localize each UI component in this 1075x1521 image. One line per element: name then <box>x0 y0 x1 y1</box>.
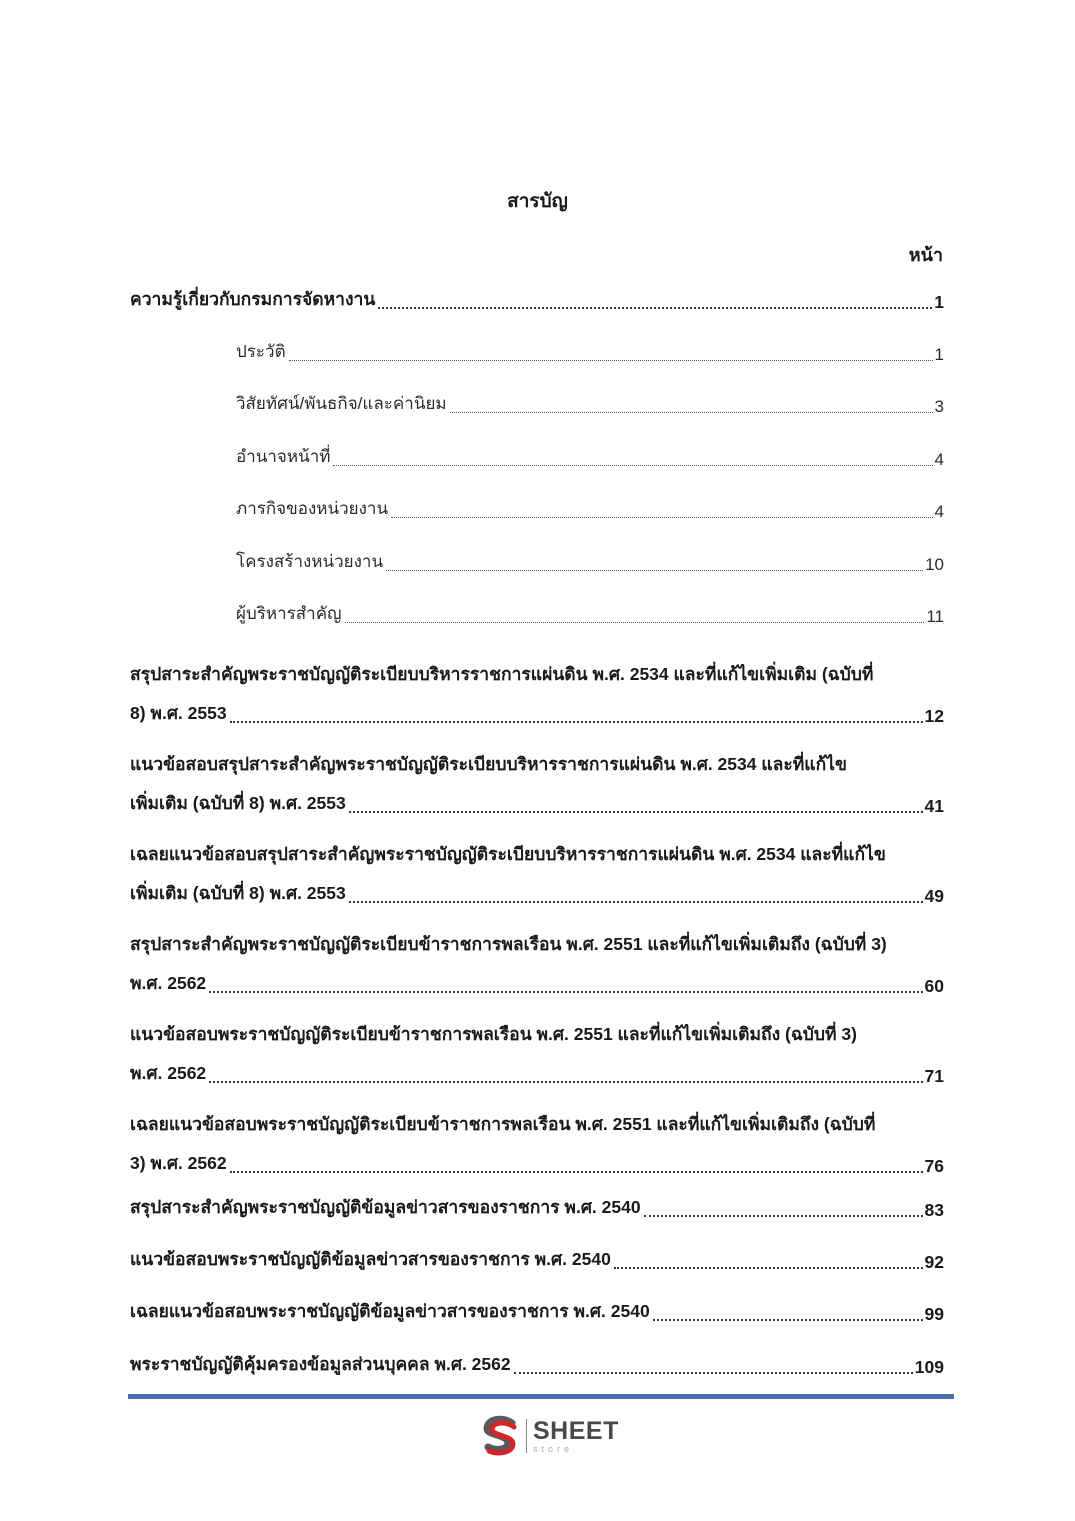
dot-leader <box>209 991 922 993</box>
toc-page-number: 4 <box>934 450 944 469</box>
dot-leader <box>230 1171 923 1173</box>
toc-subentry[interactable] <box>236 338 944 368</box>
toc-entry-title: อำนาจหน้าที่ <box>236 447 331 466</box>
logo-separator <box>526 1419 527 1453</box>
toc-entry-title: ความรู้เกี่ยวกับกรมการจัดหางาน <box>130 289 376 309</box>
footer-rule <box>128 1394 954 1399</box>
toc-entry-title: วิสัยทัศน์/พันธกิจ/และค่านิยม <box>236 394 447 413</box>
toc-entry-title: พ.ศ. 2562 <box>130 973 207 993</box>
toc-page-number: 41 <box>924 796 944 816</box>
toc-subentry[interactable] <box>236 390 944 420</box>
toc-entry-title: ประวัติ <box>236 342 286 361</box>
logo-name: SHEET <box>533 1416 619 1445</box>
toc-entry[interactable] <box>130 1194 944 1224</box>
dot-leader <box>333 465 932 466</box>
toc-subentry[interactable] <box>236 443 944 473</box>
toc-entry[interactable] <box>130 1351 944 1381</box>
page-column-label: หน้า <box>908 245 943 265</box>
toc-page-number: 10 <box>925 555 944 574</box>
toc-entry[interactable] <box>130 1060 944 1090</box>
toc-entry-line: แนวข้อสอบพระราชบัญญัติระเบียบข้าราชการพลเรือน พ.ศ. 2551 และที่แก้ไขเพิ่มเติมถึง (ฉบับที่ 3) <box>130 1024 857 1044</box>
toc-entry-title: 3) พ.ศ. 2562 <box>130 1153 227 1173</box>
dot-leader <box>349 901 923 903</box>
toc-page-number: 71 <box>924 1066 944 1086</box>
toc-entry-title: เพิ่มเติม (ฉบับที่ 8) พ.ศ. 2553 <box>130 793 346 813</box>
dot-leader <box>378 307 932 309</box>
toc-entry-title: เฉลยแนวข้อสอบพระราชบัญญัติข้อมูลข่าวสารของราชการ พ.ศ. 2540 <box>130 1301 650 1321</box>
toc-entry-line: เฉลยแนวข้อสอบพระราชบัญญัติระเบียบข้าราชการพลเรือน พ.ศ. 2551 และที่แก้ไขเพิ่มเติมถึง (ฉบับที่ <box>130 1114 876 1134</box>
dot-leader <box>653 1319 923 1321</box>
toc-entry[interactable] <box>130 700 944 730</box>
toc-entry-line: แนวข้อสอบสรุปสาระสำคัญพระราชบัญญัติระเบียบบริหารราชการแผ่นดิน พ.ศ. 2534 และที่แก้ไข <box>130 754 847 774</box>
toc-page-number: 1 <box>934 292 944 312</box>
dot-leader <box>230 721 923 723</box>
toc-subentry[interactable] <box>236 600 944 630</box>
toc-page-number: 60 <box>924 976 944 996</box>
logo-wordmark <box>533 1416 619 1454</box>
toc-page-number: 99 <box>924 1304 944 1324</box>
brand-logo <box>478 1411 628 1461</box>
toc-page-number: 83 <box>924 1200 944 1220</box>
toc-entry-title: พระราชบัญญัติคุ้มครองข้อมูลส่วนบุคคล พ.ศ. 2562 <box>130 1354 511 1374</box>
toc-subentry[interactable] <box>236 548 944 578</box>
toc-entry[interactable] <box>130 1150 944 1180</box>
toc-entry-title: แนวข้อสอบพระราชบัญญัติข้อมูลข่าวสารของราชการ พ.ศ. 2540 <box>130 1249 611 1269</box>
toc-entry-title: เพิ่มเติม (ฉบับที่ 8) พ.ศ. 2553 <box>130 883 346 903</box>
dot-leader <box>450 412 933 413</box>
toc-page-number: 4 <box>934 502 944 521</box>
toc-entry[interactable] <box>130 1298 944 1328</box>
toc-entry-title: โครงสร้างหน่วยงาน <box>236 552 384 571</box>
logo-subtitle: store <box>533 1443 574 1454</box>
toc-page-number: 12 <box>924 706 944 726</box>
toc-entry-title: สรุปสาระสำคัญพระราชบัญญัติข้อมูลข่าวสารของราชการ พ.ศ. 2540 <box>130 1197 641 1217</box>
toc-entry[interactable] <box>130 790 944 820</box>
toc-entry-line: เฉลยแนวข้อสอบสรุปสาระสำคัญพระราชบัญญัติระเบียบบริหารราชการแผ่นดิน พ.ศ. 2534 และที่แก้ไข <box>130 844 886 864</box>
dot-leader <box>289 360 933 361</box>
dot-leader <box>614 1267 923 1269</box>
dot-leader <box>644 1215 923 1217</box>
toc-entry[interactable] <box>130 1246 944 1276</box>
dot-leader <box>514 1372 913 1374</box>
toc-entry[interactable] <box>130 880 944 910</box>
toc-page-number: 76 <box>924 1156 944 1176</box>
dot-leader <box>209 1081 922 1083</box>
dot-leader <box>345 622 925 623</box>
toc-entry-line: สรุปสาระสำคัญพระราชบัญญัติระเบียบข้าราชการพลเรือน พ.ศ. 2551 และที่แก้ไขเพิ่มเติมถึง (ฉบับที่ 3) <box>130 934 887 954</box>
toc-entry-line: สรุปสาระสำคัญพระราชบัญญัติระเบียบบริหารราชการแผ่นดิน พ.ศ. 2534 และที่แก้ไขเพิ่มเติม (ฉบับที่ <box>130 664 874 684</box>
page-title: สารบัญ <box>507 191 568 212</box>
toc-page-number: 92 <box>924 1252 944 1272</box>
dot-leader <box>349 811 923 813</box>
toc-subentry[interactable] <box>236 495 944 525</box>
toc-page-number: 3 <box>934 397 944 416</box>
toc-entry-title: 8) พ.ศ. 2553 <box>130 703 227 723</box>
sheet-store-s-icon <box>478 1414 522 1458</box>
toc-entry-title: พ.ศ. 2562 <box>130 1063 207 1083</box>
toc-page-number: 1 <box>934 345 944 364</box>
dot-leader <box>386 570 923 571</box>
toc-page-number: 109 <box>914 1357 944 1377</box>
dot-leader <box>391 517 932 518</box>
toc-entry[interactable] <box>130 286 944 316</box>
toc-entry[interactable] <box>130 970 944 1000</box>
toc-page-number: 49 <box>924 886 944 906</box>
toc-page-number: 11 <box>926 607 944 626</box>
toc-entry-title: ผู้บริหารสำคัญ <box>236 604 342 623</box>
toc-entry-title: ภารกิจของหน่วยงาน <box>236 499 389 518</box>
